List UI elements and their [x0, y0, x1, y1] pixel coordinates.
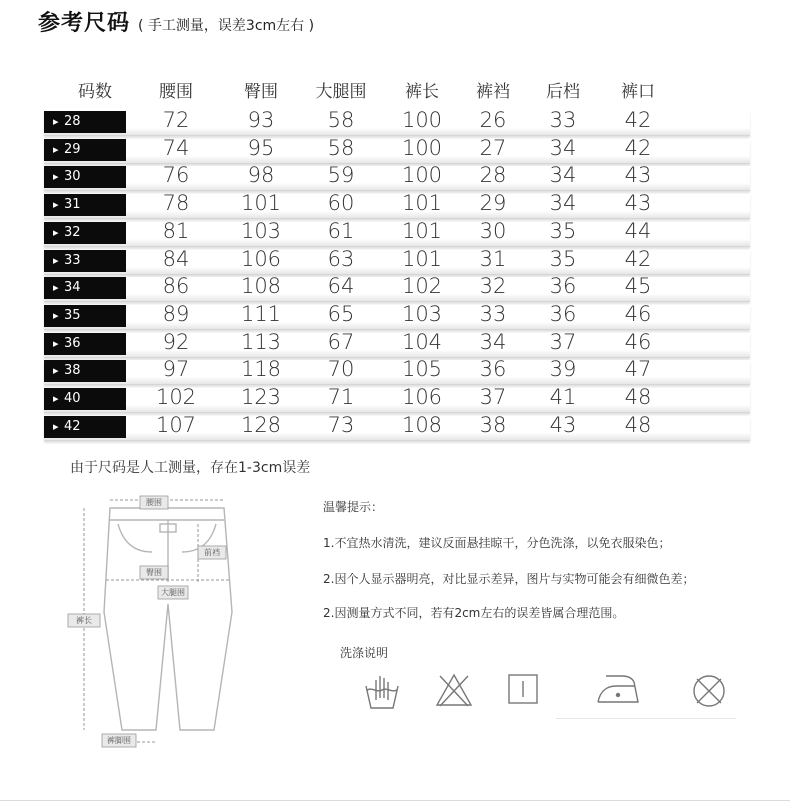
table-cell: 35 — [549, 246, 577, 271]
table-cell: 123 — [240, 385, 282, 409]
size-cell: ▸ 36 — [44, 333, 126, 355]
page-title: 参考尺码 — [38, 11, 131, 36]
table-cell: 97 — [162, 357, 190, 382]
table-cell: 33 — [479, 301, 507, 326]
table-cell: 103 — [240, 218, 282, 243]
table-cell: 33 — [549, 108, 577, 132]
label-length: 裤长 — [76, 616, 92, 625]
page-subtitle: ( 手工测量，误差3cm左右 ) — [138, 18, 315, 34]
table-cell: 105 — [401, 357, 443, 382]
table-cell: 32 — [479, 274, 507, 299]
table-cell: 118 — [240, 357, 282, 382]
size-cell: ▸ 40 — [44, 388, 126, 410]
table-cell: 46 — [624, 329, 652, 354]
table-cell: 84 — [162, 246, 190, 271]
column-header: 臀围 — [244, 82, 278, 102]
table-cell: 101 — [240, 191, 282, 216]
table-cell: 86 — [162, 274, 190, 299]
table-cell: 34 — [549, 135, 577, 160]
low-iron-icon — [594, 672, 642, 706]
column-header: 裤裆 — [476, 82, 510, 102]
column-header: 裤长 — [405, 82, 439, 102]
divider — [0, 800, 790, 801]
table-cell: 59 — [327, 163, 355, 188]
table-cell: 102 — [401, 274, 443, 299]
line-dry-icon — [506, 672, 540, 706]
table-row — [44, 135, 750, 164]
table-row — [44, 301, 750, 330]
table-cell: 60 — [327, 191, 355, 216]
column-header: 腰围 — [159, 82, 193, 102]
size-cell: ▸ 29 — [44, 139, 126, 161]
label-thigh: 大腿围 — [161, 588, 185, 597]
column-header: 大腿围 — [315, 82, 367, 102]
table-cell: 72 — [162, 108, 190, 132]
table-cell: 100 — [401, 135, 443, 160]
table-cell: 89 — [162, 301, 190, 326]
column-header: 码数 — [78, 82, 112, 102]
table-cell: 58 — [327, 108, 355, 132]
table-row — [44, 218, 750, 247]
table-cell: 74 — [162, 135, 190, 160]
table-cell: 76 — [162, 163, 190, 188]
table-cell: 128 — [240, 412, 282, 437]
table-cell: 64 — [327, 274, 355, 299]
table-row — [44, 412, 750, 441]
size-cell: ▸ 38 — [44, 360, 126, 382]
table-cell: 42 — [624, 108, 652, 132]
table-row — [44, 108, 750, 136]
table-cell: 71 — [327, 385, 355, 409]
size-cell: ▸ 28 — [44, 111, 126, 133]
table-cell: 42 — [624, 246, 652, 271]
table-cell: 100 — [401, 163, 443, 188]
table-cell: 106 — [401, 385, 443, 409]
table-cell: 107 — [155, 412, 197, 437]
size-cell: ▸ 35 — [44, 305, 126, 327]
table-cell: 29 — [479, 191, 507, 216]
table-cell: 38 — [479, 412, 507, 437]
page-header — [38, 6, 314, 36]
table-cell: 63 — [327, 246, 355, 271]
table-cell: 36 — [549, 274, 577, 299]
size-cell: ▸ 34 — [44, 277, 126, 299]
table-cell: 100 — [401, 108, 443, 132]
table-cell: 46 — [624, 301, 652, 326]
table-cell: 36 — [549, 301, 577, 326]
table-cell: 111 — [240, 301, 282, 326]
table-cell: 92 — [162, 329, 190, 354]
label-hem: 裤脚围 — [107, 736, 131, 745]
table-cell: 78 — [162, 191, 190, 216]
size-table-header — [0, 77, 790, 101]
table-cell: 67 — [327, 329, 355, 354]
table-cell: 101 — [401, 191, 443, 216]
table-cell: 103 — [401, 301, 443, 326]
table-cell: 36 — [479, 357, 507, 382]
table-cell: 93 — [247, 108, 275, 132]
table-cell: 45 — [624, 274, 652, 299]
table-cell: 34 — [549, 163, 577, 188]
table-row — [44, 163, 750, 191]
divider — [556, 718, 736, 719]
size-cell: ▸ 30 — [44, 166, 126, 188]
table-cell: 41 — [549, 385, 577, 409]
table-cell: 70 — [327, 357, 355, 382]
tips-title: 温馨提示： — [323, 500, 384, 514]
table-cell: 43 — [549, 412, 577, 437]
table-row — [44, 246, 750, 275]
wash-icons — [360, 672, 750, 716]
table-cell: 26 — [479, 108, 507, 132]
table-cell: 104 — [401, 329, 443, 354]
label-hip: 臀围 — [146, 568, 162, 577]
table-cell: 81 — [162, 218, 190, 243]
no-bleach-icon — [434, 672, 474, 708]
table-cell: 44 — [624, 218, 652, 243]
table-cell: 95 — [247, 135, 275, 160]
table-cell: 43 — [624, 191, 652, 216]
table-cell: 73 — [327, 412, 355, 437]
table-row — [44, 357, 750, 385]
table-row — [44, 385, 750, 413]
pants-diagram — [66, 494, 266, 756]
table-cell: 43 — [624, 163, 652, 188]
measurement-note: 由于尺码是人工测量，存在1-3cm误差 — [70, 460, 311, 476]
column-header: 后档 — [546, 82, 580, 102]
table-cell: 37 — [549, 329, 577, 354]
size-cell: ▸ 31 — [44, 194, 126, 216]
label-crotch: 前裆 — [204, 548, 220, 557]
tip-item: 2.因测量方式不同，若有2cm左右的误差皆属合理范围。 — [323, 606, 625, 620]
table-cell: 102 — [155, 385, 197, 409]
table-cell: 34 — [549, 191, 577, 216]
hand-wash-icon — [364, 672, 400, 712]
table-row — [44, 191, 750, 219]
table-cell: 42 — [624, 135, 652, 160]
table-cell: 28 — [479, 163, 507, 188]
label-waist: 腰围 — [146, 498, 162, 507]
wash-title: 洗涤说明 — [340, 646, 389, 660]
table-cell: 108 — [401, 412, 443, 437]
no-dry-clean-icon — [690, 672, 728, 710]
table-cell: 48 — [624, 385, 652, 409]
column-header: 裤口 — [621, 82, 655, 102]
tip-item: 1.不宜热水清洗，建议反面悬挂晾干，分色洗涤，以免衣服染色； — [323, 536, 671, 550]
table-cell: 37 — [479, 385, 507, 409]
table-cell: 48 — [624, 412, 652, 437]
table-cell: 35 — [549, 218, 577, 243]
table-cell: 61 — [327, 218, 355, 243]
table-cell: 47 — [624, 357, 652, 382]
table-cell: 27 — [479, 135, 507, 160]
table-cell: 101 — [401, 218, 443, 243]
table-cell: 113 — [240, 329, 282, 354]
size-cell: ▸ 33 — [44, 250, 126, 272]
table-cell: 30 — [479, 218, 507, 243]
table-cell: 39 — [549, 357, 577, 382]
table-row — [44, 274, 750, 302]
table-cell: 108 — [240, 274, 282, 299]
table-cell: 101 — [401, 246, 443, 271]
table-cell: 106 — [240, 246, 282, 271]
size-cell: ▸ 42 — [44, 416, 126, 438]
table-cell: 65 — [327, 301, 355, 326]
table-cell: 31 — [479, 246, 507, 271]
size-cell: ▸ 32 — [44, 222, 126, 244]
table-cell: 98 — [247, 163, 275, 188]
tip-item: 2.因个人显示器明亮，对比显示差异，图片与实物可能会有细微色差； — [323, 572, 695, 586]
table-cell: 34 — [479, 329, 507, 354]
table-cell: 58 — [327, 135, 355, 160]
table-row — [44, 329, 750, 358]
